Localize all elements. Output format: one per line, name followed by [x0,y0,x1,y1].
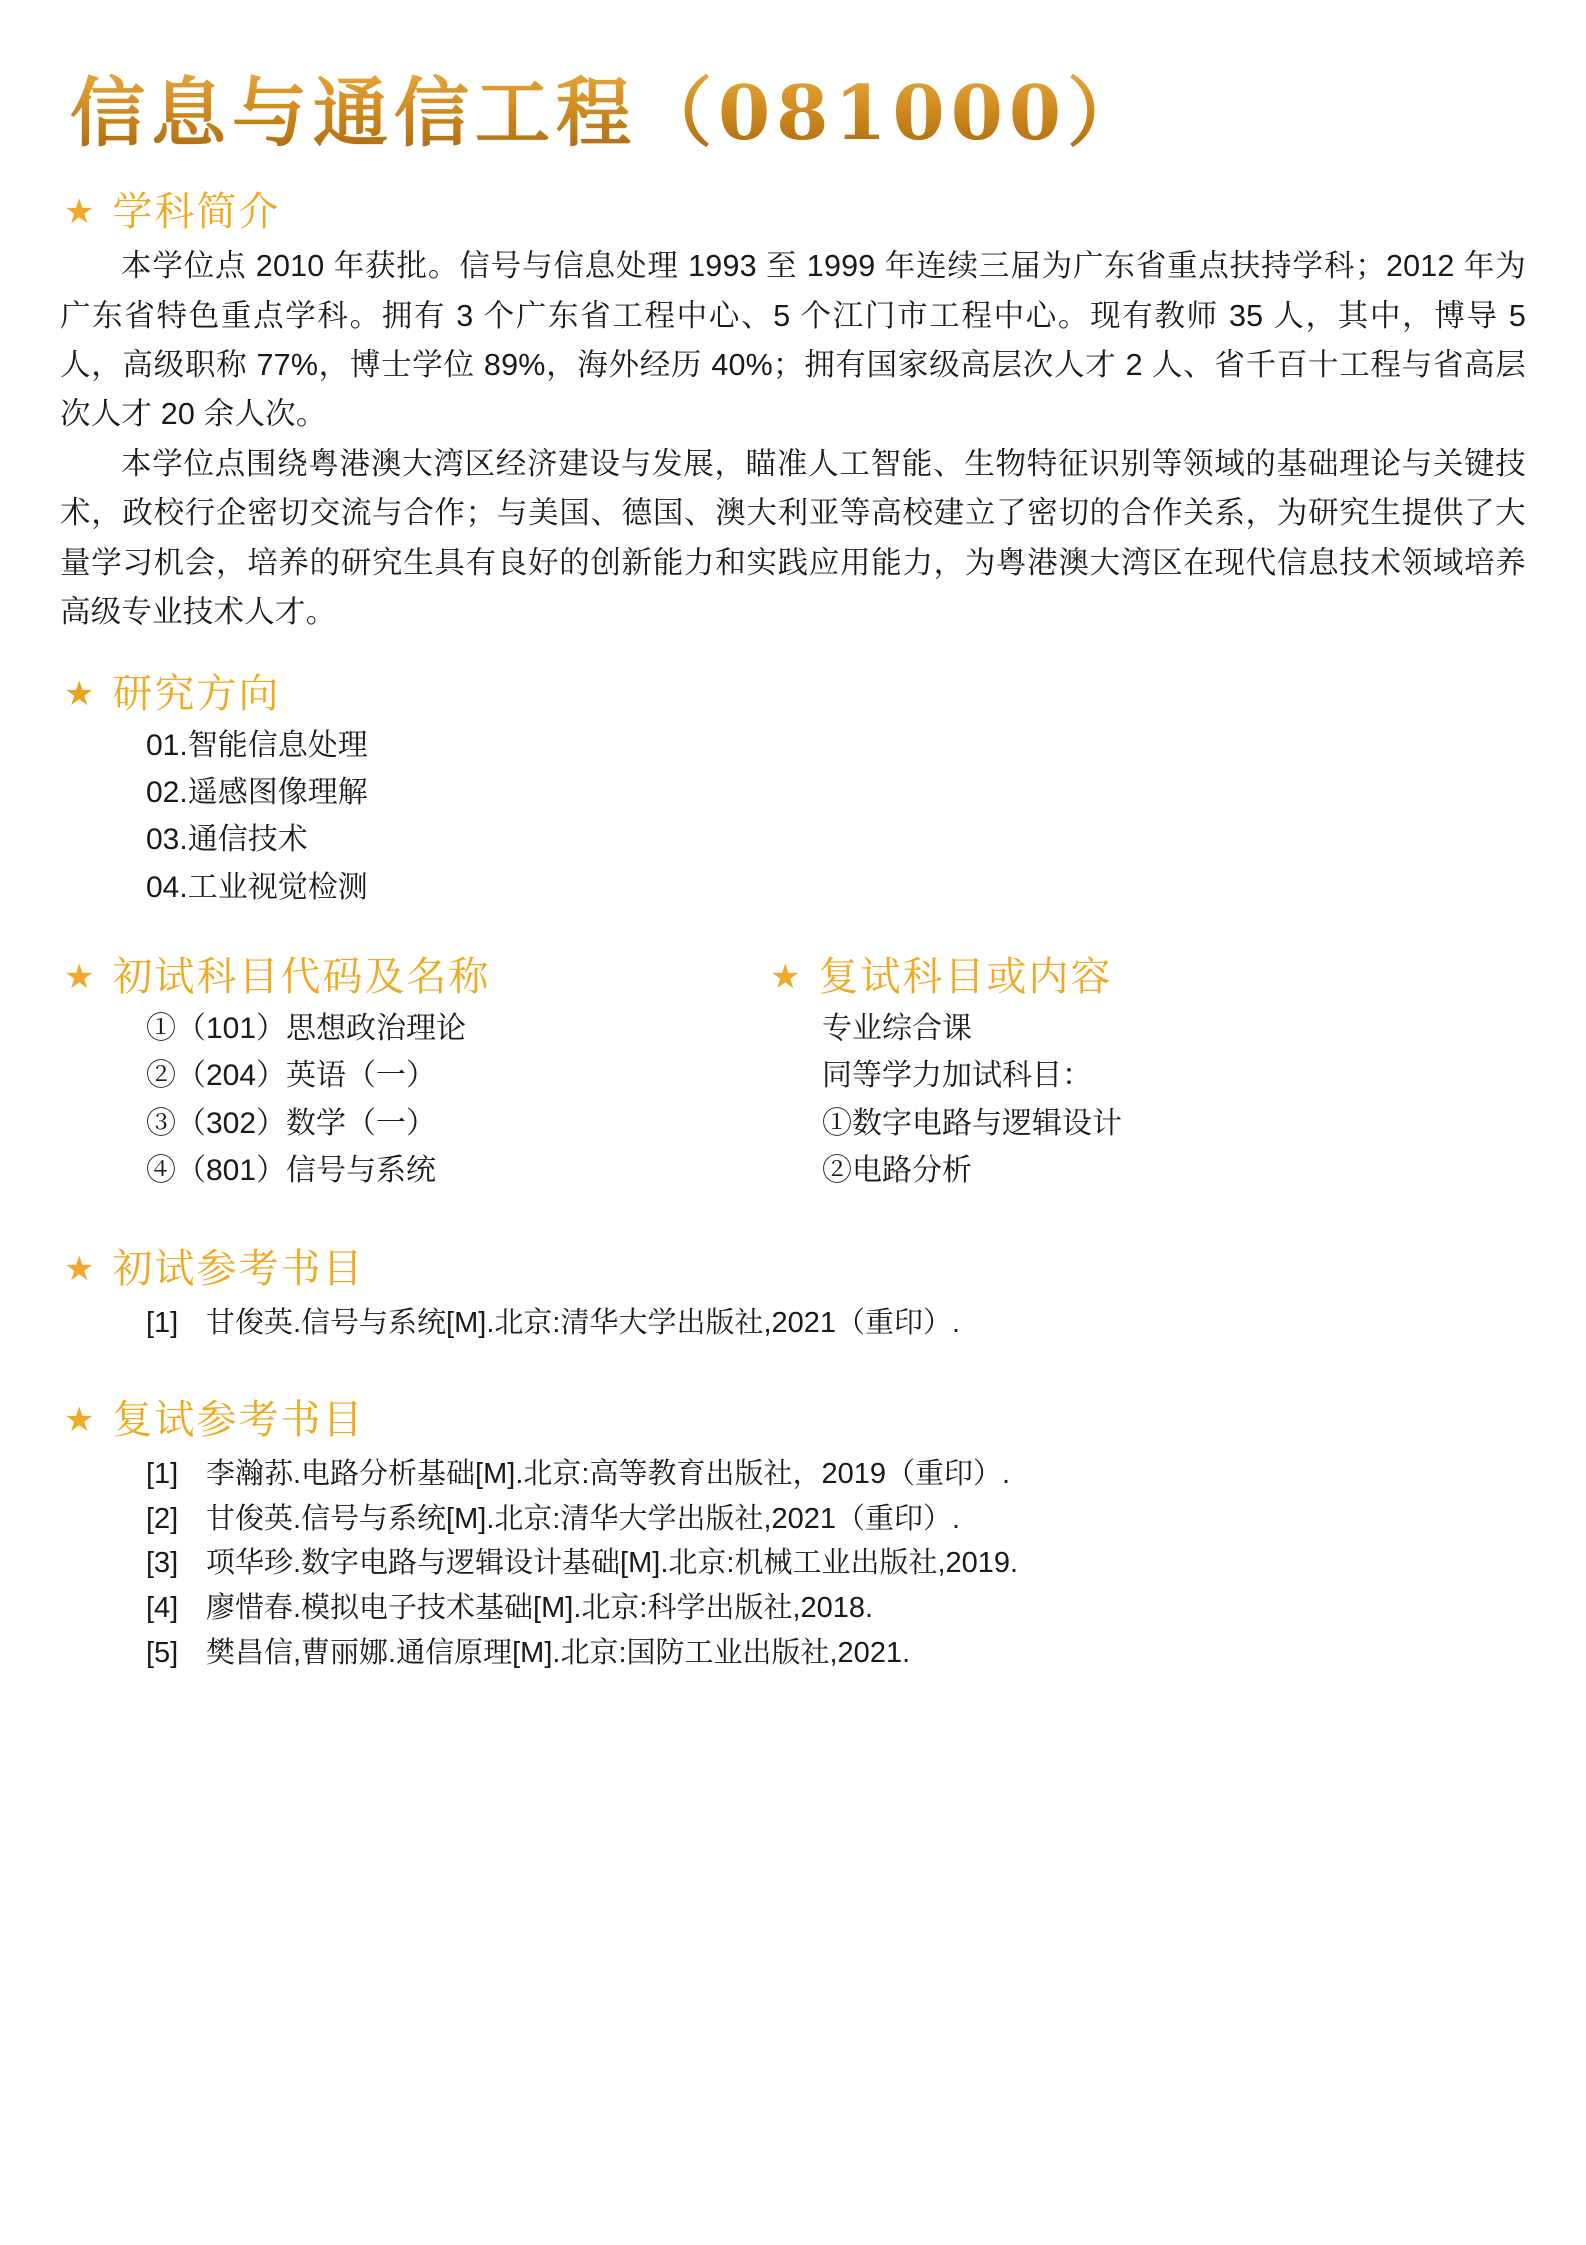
list-item [146,1497,1526,1542]
reference-text: 廖惜春.模拟电子技术基础[M].北京:科学出版社,2018. [206,1592,874,1625]
list-item [146,1586,1526,1631]
section-title-label: 学科简介 [112,190,281,235]
section-title-label: 复试参考书目 [112,1397,365,1442]
reference-text: 李瀚荪.电路分析基础[M].北京:高等教育出版社，2019（重印）. [206,1457,1011,1490]
section-second-exam [760,955,1526,1195]
list-item [146,1452,1526,1497]
second-books-list [146,1452,1526,1677]
reference-number: [3] [146,1547,179,1580]
research-direction-list [146,722,1526,912]
list-item: 03.通信技术 [146,823,308,857]
section-title-label: 复试科目或内容 [818,955,1113,1000]
list-item: 04.工业视觉检测 [146,870,368,904]
section-heading-first-books [64,1247,1526,1291]
list-item [146,1631,1526,1676]
intro-body [60,242,1526,637]
list-item: ②（204）英语（一） [146,1059,437,1093]
list-item [146,1541,1526,1586]
list-item: 专业综合课 [822,1012,972,1046]
reference-text: 甘俊英.信号与系统[M].北京:清华大学出版社,2021（重印）. [206,1502,961,1535]
section-title-label: 初试科目代码及名称 [112,955,491,1000]
list-item: ②电路分析 [822,1154,972,1188]
reference-text: 甘俊英.信号与系统[M].北京:清华大学出版社,2021（重印）. [206,1306,961,1339]
section-first-books [60,1247,1526,1346]
reference-text: 项华珍.数字电路与逻辑设计基础[M].北京:机械工业出版社,2019. [206,1547,1019,1580]
star-icon: ★ [770,958,801,997]
list-item: 同等学力加试科目： [822,1059,1092,1093]
section-heading-second-exam [770,955,1526,999]
section-title-label: 初试参考书目 [112,1246,365,1291]
section-second-books [60,1398,1526,1677]
star-icon: ★ [64,193,95,232]
star-icon: ★ [64,1249,95,1288]
section-research [60,672,1526,912]
reference-number: [4] [146,1592,179,1625]
star-icon: ★ [64,958,95,997]
reference-number: [1] [146,1457,179,1490]
list-item: 02.遥感图像理解 [146,775,368,809]
first-books-list [146,1301,1526,1346]
page-title: 信息与通信工程（081000） [70,70,1526,156]
section-heading-intro [64,190,1526,234]
star-icon: ★ [64,674,95,713]
list-item: ①（101）思想政治理论 [146,1012,467,1046]
list-item: ④（801）信号与系统 [146,1154,437,1188]
section-title-label: 研究方向 [112,671,281,716]
list-item: ①数字电路与逻辑设计 [822,1106,1122,1140]
first-exam-list [146,1005,760,1195]
section-heading-research [64,672,1526,716]
intro-paragraph: 本学位点 2010 年获批。信号与信息处理 1993 至 1999 年连续三届为广东省重点扶持学科；2012 年为广东省特色重点学科。拥有 3 个广东省工程中心、5 个江门市工程中心。现有教师 35 人，其中，博导 5 人，高级职称 77%，博士学位 89%，海外经历 40%；拥有国家级高层次人才 2 人、省千百十工程与省高层次人才 20 余人次。 [60,249,1526,432]
list-item: 01.智能信息处理 [146,728,368,762]
reference-number: [1] [146,1306,179,1339]
star-icon: ★ [64,1400,95,1439]
section-heading-second-books [64,1398,1526,1442]
exam-subjects-row [60,955,1526,1195]
intro-paragraph: 本学位点围绕粤港澳大湾区经济建设与发展，瞄准人工智能、生物特征识别等领域的基础理论与关键技术，政校行企密切交流与合作；与美国、德国、澳大利亚等高校建立了密切的合作关系，为研究生提供了大量学习机会，培养的研究生具有良好的创新能力和实践应用能力，为粤港澳大湾区在现代信息技术领域培养高级专业技术人才。 [60,446,1526,630]
list-item: ③（302）数学（一） [146,1106,437,1140]
section-heading-first-exam [64,955,760,999]
second-exam-list [822,1005,1526,1195]
section-intro [60,190,1526,637]
list-item [146,1301,1526,1346]
reference-number: [2] [146,1502,179,1535]
reference-text: 樊昌信,曹丽娜.通信原理[M].北京:国防工业出版社,2021. [206,1637,911,1670]
section-first-exam [60,955,760,1195]
reference-number: [5] [146,1637,179,1670]
